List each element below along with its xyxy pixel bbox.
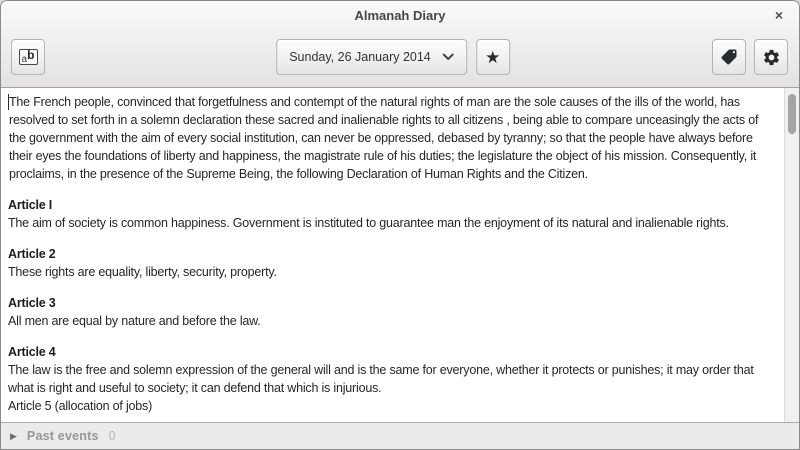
- chevron-down-icon: [442, 53, 454, 61]
- close-icon: ×: [774, 7, 784, 23]
- close-button[interactable]: [769, 5, 789, 25]
- date-dropdown-button[interactable]: [276, 39, 467, 75]
- past-events-expander[interactable]: [1, 423, 799, 449]
- article-body: The aim of society is common happiness. Government is instituted to guarantee man the enjoyment of its natural and inalienable rights.: [8, 216, 729, 230]
- entry-section: [8, 343, 767, 415]
- font-style-button[interactable]: [11, 39, 45, 75]
- tag-icon: [720, 48, 738, 66]
- past-events-count: 0: [108, 429, 116, 443]
- window-title: Almanah Diary: [354, 8, 446, 23]
- entry-section: [8, 294, 767, 330]
- star-icon: ★: [485, 47, 501, 67]
- entry-section: [8, 245, 767, 281]
- settings-button[interactable]: [754, 39, 788, 75]
- header-chrome: [1, 1, 799, 88]
- gear-icon: [762, 48, 781, 67]
- article-heading: Article I: [8, 198, 53, 212]
- titlebar[interactable]: [1, 1, 799, 29]
- article-heading: Article 4: [8, 345, 56, 359]
- article-heading: Article 2: [8, 247, 56, 261]
- scrollbar-thumb[interactable]: [788, 94, 796, 134]
- article-body: These rights are equality, liberty, security, property.: [8, 265, 277, 279]
- font-ab-icon: a b: [19, 49, 38, 65]
- article-heading: Article 3: [8, 296, 56, 310]
- date-label: Sunday, 26 January 2014: [289, 50, 431, 64]
- article-extra-line: Article 5 (allocation of jobs): [8, 399, 153, 413]
- editor-scrollbar[interactable]: [784, 88, 799, 422]
- entry-paragraph: The French people, convinced that forgetfulness and contempt of the natural rights of man are the sole causes of the ills of the world, has resolved to set forth in a solemn declaration these sacred and inalienable rights to all citizens , being able to compare unceasingly the acts of the government with the aim of every social institution, can never be oppressed, debased by tyranny; so that the people have always before their eyes the foundations of liberty and happiness, the magistrate rule of his duties; the legislature the object of his mission. Consequently, it proclaims, in the presence of the Supreme Being, the following Declaration of Human Rights and the Citizen.: [9, 95, 759, 181]
- article-body: All men are equal by nature and before the law.: [8, 314, 261, 328]
- diary-entry-editor[interactable]: [1, 88, 799, 423]
- entry-section: [8, 196, 767, 232]
- expander-arrow-icon: ▶: [10, 431, 17, 441]
- important-star-button[interactable]: [476, 39, 510, 75]
- article-body: The law is the free and solemn expression of the general will and is the same for everyone, whether it protects or punishes; it may order that what is right and useful to society; it can defend that which is injurious.: [8, 363, 754, 395]
- tags-button[interactable]: [712, 39, 746, 75]
- toolbar: [1, 29, 799, 87]
- text-caret: [8, 94, 9, 110]
- past-events-label: Past events: [26, 429, 99, 443]
